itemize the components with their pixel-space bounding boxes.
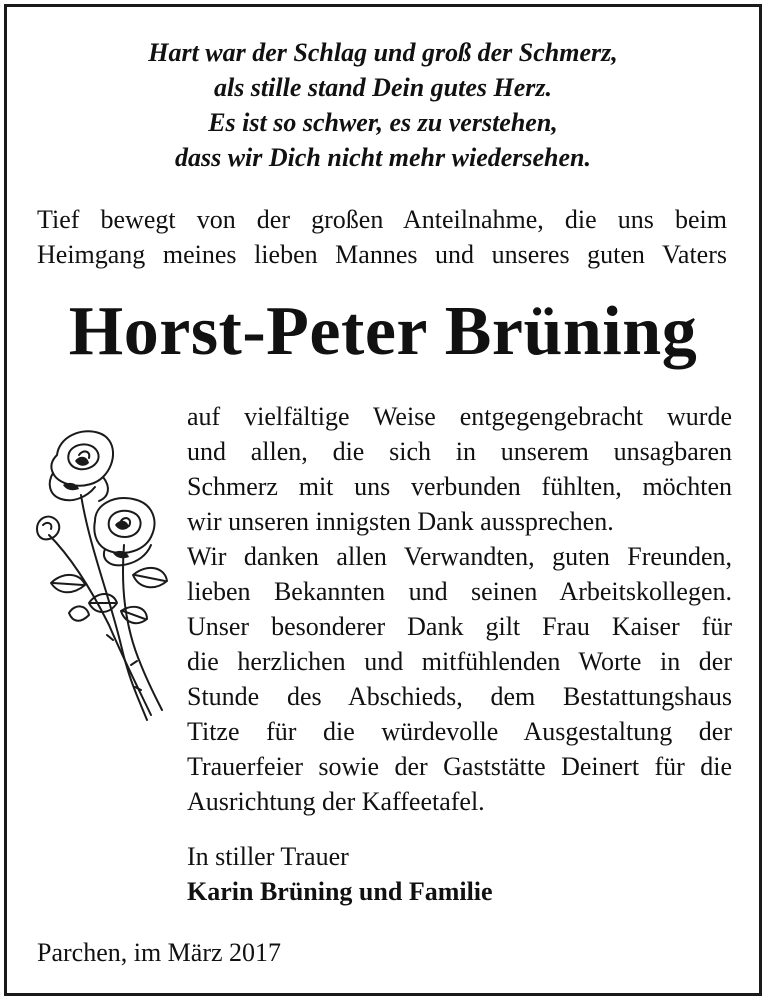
poem-line: dass wir Dich nicht mehr wiedersehen. bbox=[174, 143, 592, 172]
closing-phrase: In stiller Trauer bbox=[187, 842, 349, 871]
thanks-line: und allen, die sich in unserem unsagbaren bbox=[187, 437, 732, 466]
thanks-text bbox=[187, 399, 732, 819]
closing bbox=[187, 839, 493, 909]
poem-line: Es ist so schwer, es zu verstehen, bbox=[208, 108, 558, 137]
thanks-line: Titze für die würdevolle Ausgestaltung der bbox=[187, 717, 732, 746]
thanks-line: auf vielfältige Weise entgegengebracht wurde bbox=[187, 402, 732, 431]
thanks-line: die herzlichen und mitfühlenden Worte in der bbox=[187, 647, 732, 676]
thanks-line: Stunde des Abschieds, dem Bestattungshaus bbox=[187, 682, 732, 711]
thanks-line: Schmerz mit uns verbunden fühlten, möchten bbox=[187, 472, 732, 501]
poem-line: Hart war der Schlag und groß der Schmerz, bbox=[148, 38, 618, 67]
obituary-card bbox=[4, 4, 762, 996]
roses-icon bbox=[29, 425, 179, 725]
thanks-line: wir unseren innigsten Dank aussprechen. bbox=[187, 507, 614, 536]
thanks-line: lieben Bekannten und seinen Arbeitskollegen. bbox=[187, 577, 732, 606]
thanks-line: Ausrichtung der Kaffeetafel. bbox=[187, 787, 485, 816]
poem-line: als stille stand Dein gutes Herz. bbox=[213, 73, 553, 102]
thanks-line: Wir danken allen Verwandten, guten Freunden, bbox=[187, 542, 732, 571]
thanks-line: Trauerfeier sowie der Gaststätte Deinert für die bbox=[187, 752, 732, 781]
signature: Karin Brüning und Familie bbox=[187, 877, 493, 906]
intro-line: Heimgang meines lieben Mannes und unseres guten Vaters bbox=[37, 240, 727, 269]
deceased-name: Horst-Peter Brüning bbox=[68, 293, 698, 370]
intro-line: Tief bewegt von der großen Anteilnahme, die uns beim bbox=[37, 205, 727, 234]
place-date: Parchen, im März 2017 bbox=[37, 938, 282, 967]
thanks-line: Unser besonderer Dank gilt Frau Kaiser für bbox=[187, 612, 732, 641]
poem bbox=[7, 35, 759, 175]
intro-text bbox=[37, 202, 727, 272]
